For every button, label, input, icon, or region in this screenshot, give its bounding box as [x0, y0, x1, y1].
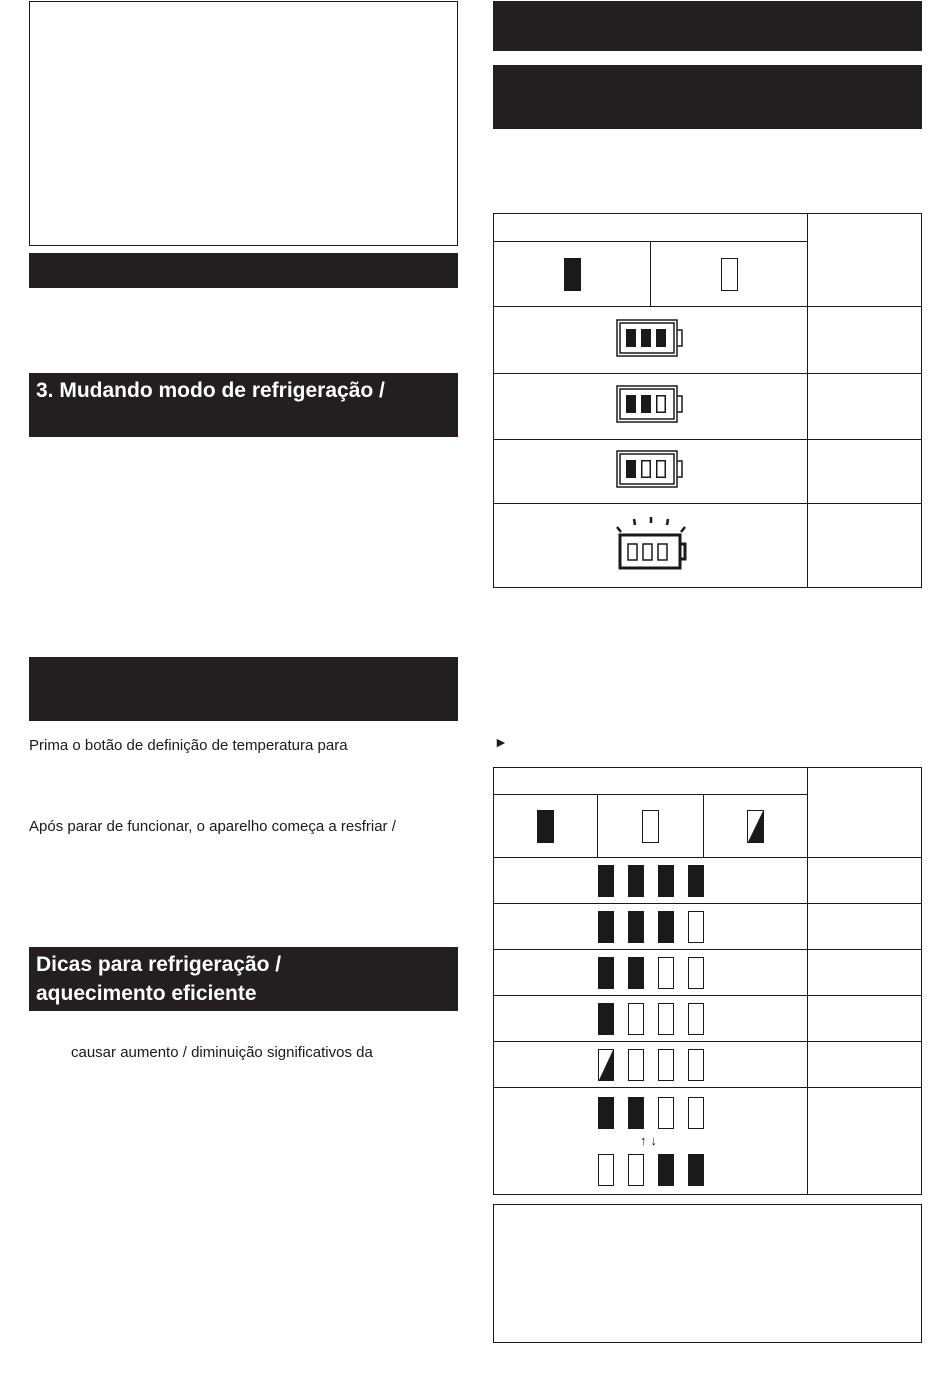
legend-lamp-on [494, 242, 651, 307]
lamp-off-icon [658, 957, 674, 989]
legend-lamp-blinking [704, 795, 808, 858]
left-black-band-2 [29, 657, 458, 721]
lamp-off-icon [688, 1003, 704, 1035]
lamp-off-icon [721, 258, 738, 291]
lamp-row [494, 1042, 922, 1088]
lamp-blinking-icon [747, 810, 764, 843]
left-top-frame [29, 1, 458, 246]
lamp-off-icon [598, 1154, 614, 1186]
section-heading-tips-line1: Dicas para refrigeração / [36, 953, 282, 976]
lamp-off-icon [658, 1003, 674, 1035]
legend-lamp-on [494, 795, 598, 858]
section-heading-tips [29, 947, 458, 1011]
legend-lamp-off [651, 242, 808, 307]
lamp-on-icon [628, 911, 644, 943]
right-black-band-1 [493, 1, 922, 51]
lamp-on-icon [537, 810, 554, 843]
lamp-row [494, 950, 922, 996]
legend-lamp-off [598, 795, 704, 858]
lamp-on-icon [688, 1154, 704, 1186]
lamp-on-icon [658, 1154, 674, 1186]
lamp-on-icon [628, 957, 644, 989]
lamp-off-icon [628, 1003, 644, 1035]
lamp-on-icon [658, 865, 674, 897]
battery-table-header [494, 214, 808, 242]
lamp-table-header-right [808, 768, 922, 858]
battery-table-header-right [808, 214, 922, 307]
battery-row [494, 440, 922, 504]
lamp-table-header [494, 768, 808, 795]
battery-row [494, 504, 922, 588]
section-heading-mode [29, 373, 458, 437]
lamp-off-icon [658, 1049, 674, 1081]
lamp-blinking-icon [598, 1049, 614, 1081]
lamp-on-icon [598, 1003, 614, 1035]
section-heading-mode-text: 3. Mudando modo de refrigeração / [36, 379, 385, 402]
para-temp-button: Prima o botão de definição de temperatura para [29, 737, 348, 754]
lamp-row [494, 904, 922, 950]
lamp-row [494, 858, 922, 904]
lamp-row [494, 996, 922, 1042]
lamp-on-icon [628, 1097, 644, 1129]
lamp-row-alternating [494, 1088, 922, 1195]
lamp-off-icon [628, 1049, 644, 1081]
lamp-on-icon [598, 911, 614, 943]
left-black-band [29, 253, 458, 288]
lamp-on-icon [628, 865, 644, 897]
battery-row [494, 307, 922, 374]
lamp-off-icon [688, 1049, 704, 1081]
lamp-on-icon [598, 1097, 614, 1129]
lamp-indicator-table [493, 767, 922, 1195]
battery-icon [616, 450, 686, 488]
lamp-off-icon [688, 957, 704, 989]
alternating-arrows-icon: ↑↓ [640, 1132, 661, 1148]
battery-indicator-table [493, 213, 922, 588]
lamp-off-icon [628, 1154, 644, 1186]
battery-icon [616, 385, 686, 423]
blinking-battery-icon [613, 515, 689, 571]
lamp-off-icon [688, 911, 704, 943]
battery-icon [616, 319, 686, 357]
lamp-on-icon [658, 911, 674, 943]
lamp-on-icon [688, 865, 704, 897]
para-tips: causar aumento / diminuição significativos da [71, 1044, 373, 1061]
lamp-off-icon [642, 810, 659, 843]
lamp-off-icon [688, 1097, 704, 1129]
battery-row [494, 374, 922, 440]
lamp-on-icon [564, 258, 581, 291]
para-after-stop: Após parar de funcionar, o aparelho começa a resfriar / [29, 818, 396, 835]
lamp-on-icon [598, 957, 614, 989]
lamp-off-icon [658, 1097, 674, 1129]
note-marker: ► [494, 734, 508, 750]
section-heading-tips-line2: aquecimento eficiente [36, 982, 257, 1005]
right-black-band-2 [493, 65, 922, 129]
lamp-on-icon [598, 865, 614, 897]
right-bottom-frame [493, 1204, 922, 1343]
